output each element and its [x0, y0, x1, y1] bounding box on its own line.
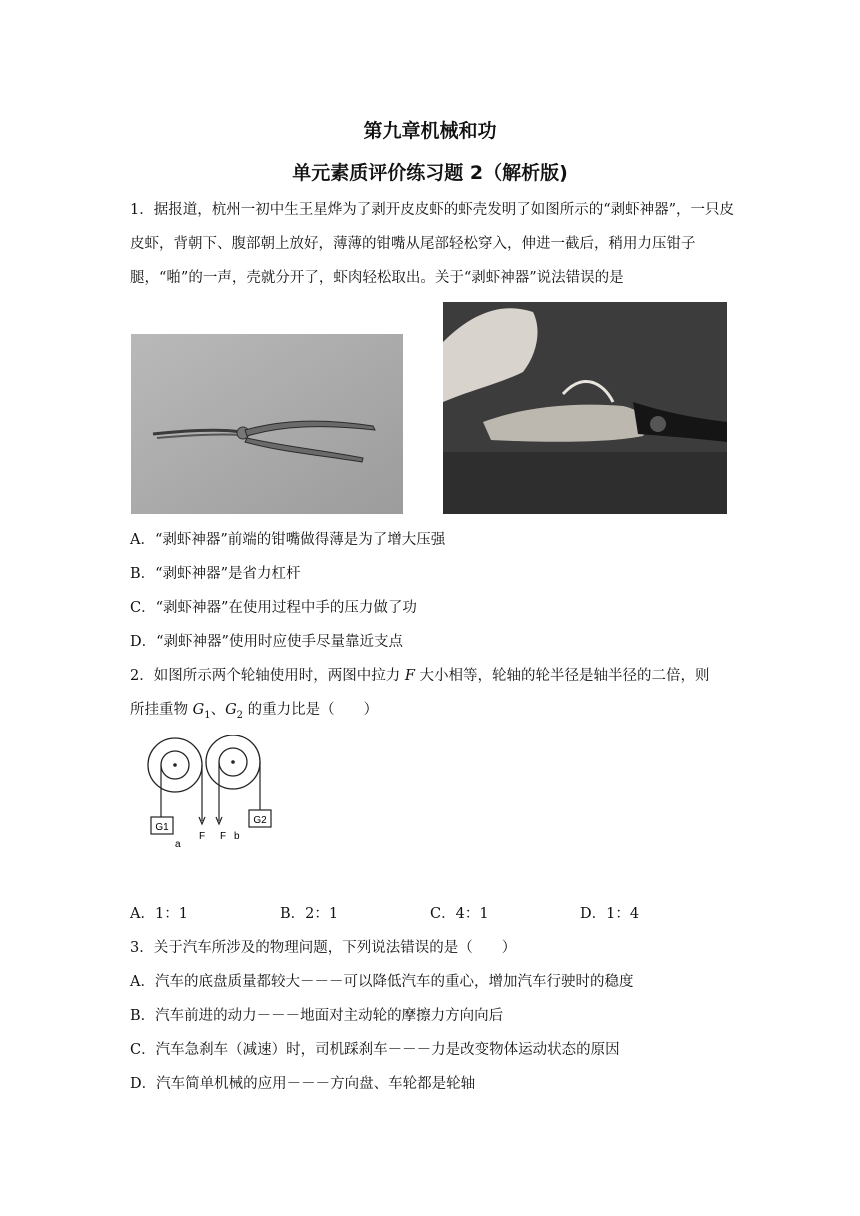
question-3-text: 3．关于汽车所涉及的物理问题，下列说法错误的是（ ） [130, 940, 517, 956]
question-2-line-1 [130, 664, 710, 685]
q2-text-prefix: 2．如图所示两个轮轴使用时，两图中拉力 [130, 668, 405, 684]
q2-sep: 、 [210, 702, 226, 718]
f-label-a: F [199, 831, 206, 842]
peeler-tool-photo [131, 334, 403, 514]
q2-var-f: F [404, 668, 415, 684]
page-subtitle: 单元素质评价练习题 2（解析版) [292, 162, 568, 184]
page-title: 第九章机械和功 [363, 120, 497, 142]
q2-g2-sub: 2 [236, 709, 244, 721]
q1-option-b: B．“剥虾神器”是省力杠杆 [130, 566, 301, 582]
wheel-axle-figure [140, 735, 280, 850]
q2-option-a: A．1：1 [130, 906, 188, 922]
q3-option-d: D．汽车简单机械的应用－－－方向盘、车轮都是轮轴 [130, 1076, 476, 1092]
question-2-line-2 [130, 698, 378, 721]
q2-g2: G [225, 702, 237, 718]
f-label-b: F [220, 831, 227, 842]
q1-option-c: C．“剥虾神器”在使用过程中手的压力做了功 [130, 600, 417, 616]
q2-option-d: D．1：4 [580, 906, 640, 922]
label-b: b [234, 831, 240, 842]
box-g2-label: G2 [253, 815, 267, 826]
q3-option-b: B．汽车前进的动力－－－地面对主动轮的摩擦力方向向后 [130, 1008, 504, 1024]
q2-g1-sub: 1 [204, 709, 211, 721]
q2-option-b: B．2：1 [280, 906, 339, 922]
q2-option-c: C．4：1 [430, 906, 489, 922]
q1-option-d: D．“剥虾神器”使用时应使手尽量靠近支点 [130, 634, 403, 650]
q2-g1: G [192, 702, 205, 718]
box-g1-label: G1 [155, 822, 169, 833]
q2-text-suffix: 大小相等，轮轴的轮半径是轴半径的二倍，则 [414, 668, 710, 684]
shrimp-peeling-photo [443, 302, 727, 514]
q3-option-c: C．汽车急刹车（减速）时，司机踩刹车－－－力是改变物体运动状态的原因 [130, 1042, 620, 1058]
q2-line2-prefix: 所挂重物 [130, 702, 193, 718]
label-a: a [175, 839, 181, 850]
q3-option-a: A．汽车的底盘质量都较大－－－可以降低汽车的重心，增加汽车行驶时的稳度 [130, 974, 634, 990]
q2-line2-suffix: 的重力比是（ ） [243, 702, 379, 718]
q1-option-a: A．“剥虾神器”前端的钳嘴做得薄是为了增大压强 [130, 532, 446, 548]
q2-options [130, 902, 730, 922]
question-1-text: 1．据报道，杭州一初中生王星烨为了剥开皮皮虾的虾壳发明了如图所示的“剥虾神器”，一只皮皮虾，背朝下、腹部朝上放好，薄薄的钳嘴从尾部轻松穿入，伸进一截后，稍用力压钳子腿，“啪”的一声，壳就分开了，虾肉轻松取出。关于“剥虾神器”说法错误的是 [130, 202, 735, 286]
